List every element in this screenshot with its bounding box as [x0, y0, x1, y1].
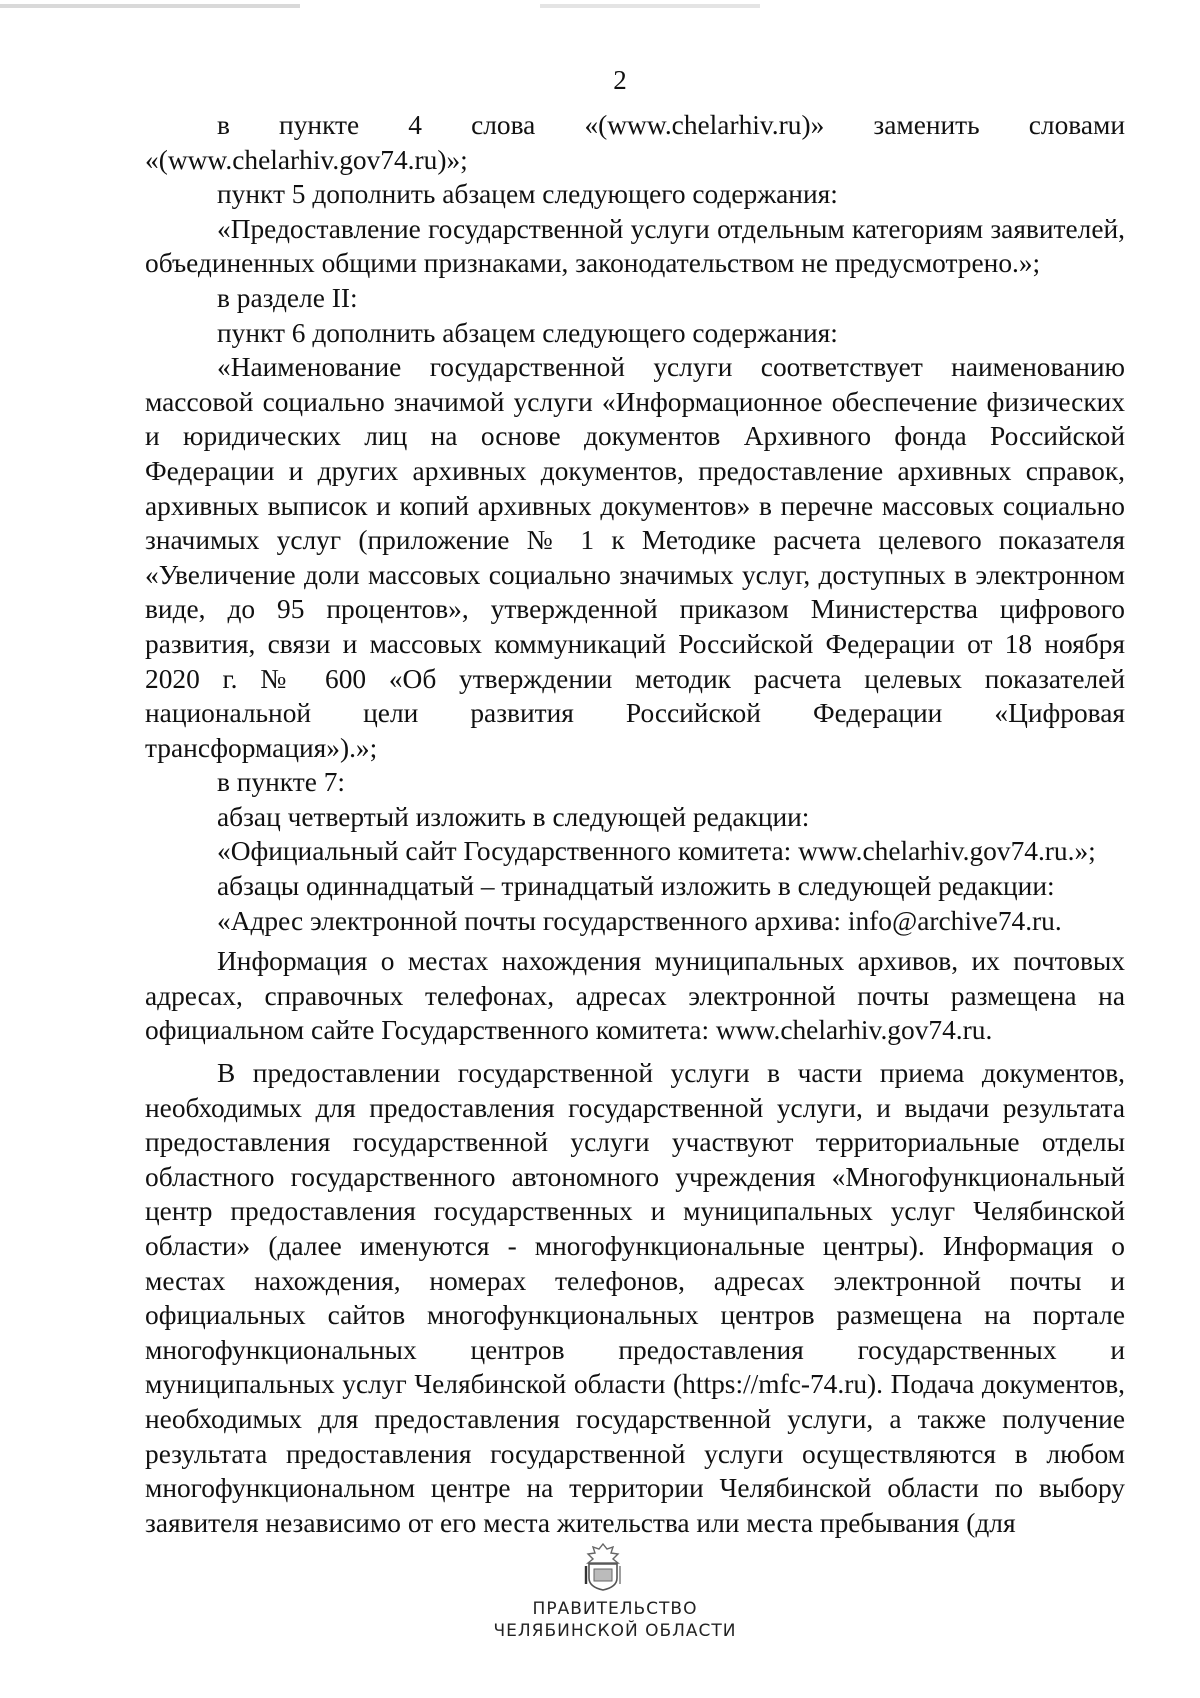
coat-of-arms-icon [580, 1540, 626, 1592]
scan-artifact-right [540, 4, 760, 8]
paragraph-1: в пункте 4 слова «(www.chelarhiv.ru)» заменить словами «(www.chelarhiv.gov74.ru)»; [145, 110, 1125, 175]
paragraph-3: «Предоставление государственной услуги отдельным категориям заявителей, объединенных общими признаками, законодательством не предусмотрено.»; [145, 213, 1125, 279]
paragraph-13: В предоставлении государственной услуги в части приема документов, необходимых для предоставления государственной услуги, и выдачи результата предоставления государственной услуги участвуют территориальные отделы областного государственного автономного учреждения «Многофункциональный центр предоставления государственных и муниципальных услуг Челябинской области» (далее именуются - многофункциональные центры). Информация о местах нахождения, номерах телефонов, адресах электронной почты и официальных сайтов многофункциональных центров размещена на портале многофункциональных центров предоставления государственных и муниципальных услуг Челябинской области (https://mfc-74.ru). Подача документов, необходимых для предоставления государственной услуги, а также получение результата предоставления государственной услуги осуществляются в любом многофункциональном центре на территории Челябинской области по выбору заявителя независимо от его места жительства или места пребывания (для [145, 1058, 1125, 1538]
document-body [145, 108, 1125, 1540]
paragraph-9: «Официальный сайт Государственного комитета: www.chelarhiv.gov74.ru.»; [217, 836, 1096, 867]
authority-line-2: ЧЕЛЯБИНСКОЙ ОБЛАСТИ [493, 1621, 737, 1641]
paragraph-10: абзацы одиннадцатый – тринадцатый изложить в следующей редакции: [217, 871, 1055, 902]
scan-artifact-left [0, 4, 300, 8]
paragraph-11: «Адрес электронной почты государственного архива: info@archive74.ru. [217, 905, 1062, 936]
paragraph-8: абзац четвертый изложить в следующей редакции: [217, 801, 810, 832]
paragraph-5: пункт 6 дополнить абзацем следующего содержания: [217, 317, 838, 348]
paragraph-7: в пункте 7: [217, 767, 346, 798]
paragraph-12: Информация о местах нахождения муниципальных архивов, их почтовых адресах, справочных телефонах, адресах электронной почты размещена на официальном сайте Государственного комитета: www.chelarhiv.gov74.ru. [145, 946, 1125, 1046]
paragraph-4: в разделе II: [217, 282, 358, 313]
page-number: 2 [613, 65, 627, 95]
authority-line-1: ПРАВИТЕЛЬСТВО [532, 1599, 698, 1619]
paragraph-6: «Наименование государственной услуги соответствует наименованию массовой социально значимой услуги «Информационное обеспечение физических и юридических лиц на основе документов Архивного фонда Российской Федерации и других архивных документов, предоставление архивных справок, архивных выписок и копий архивных документов» в перечне массовых социально значимых услуг (приложение № 1 к Методике расчета целевого показателя «Увеличение доли массовых социально значимых услуг, доступных в электронном виде, до 95 процентов», утвержденной приказом Министерства цифрового развития, связи и массовых коммуникаций Российской Федерации от 18 ноября 2020 г. № 600 «Об утверждении методик расчета целевых показателей национальной цели развития Российской Федерации «Цифровая трансформация»).»; [145, 352, 1125, 763]
issuing-authority [0, 1598, 1200, 1642]
paragraph-2: пункт 5 дополнить абзацем следующего содержания: [217, 179, 838, 210]
